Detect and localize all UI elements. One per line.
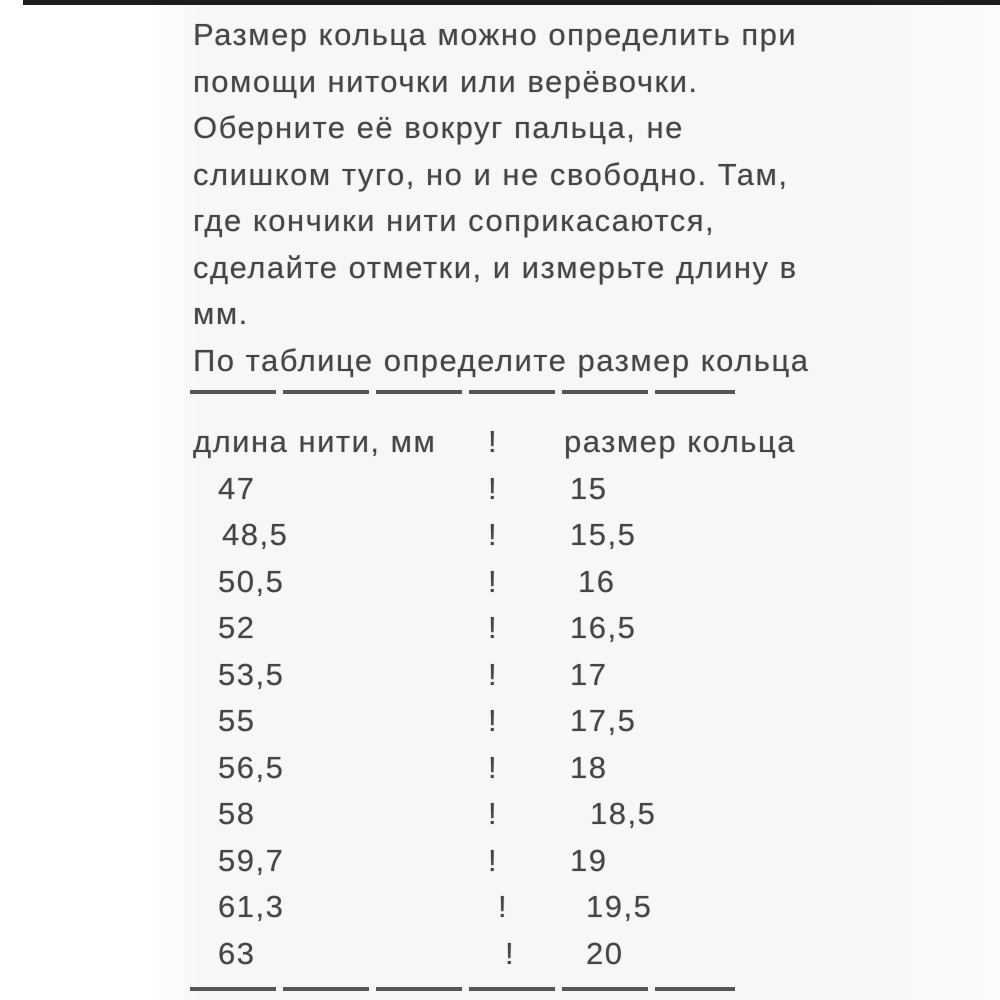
separator-cell: ! [488,703,499,738]
thread-length-cell: 63 [218,935,256,971]
dashed-divider-bottom [190,987,735,991]
separator-cell: ! [505,935,516,971]
ring-size-cell: 17,5 [570,703,637,738]
dashed-divider-top [190,390,735,394]
content-area [193,12,973,991]
table-row [193,698,973,745]
intro-line: помощи ниточки или верёвочки. [193,63,699,99]
separator-cell: ! [498,889,509,924]
separator-cell: ! [488,424,499,459]
ring-size-cell: 16,5 [570,610,637,645]
intro-line: слишком туго, но и не свободно. Там, [193,156,789,192]
thread-length-cell: 48,5 [222,517,289,552]
table-row [193,931,973,978]
table-row [193,652,973,699]
ring-size-cell: 18 [570,749,608,785]
separator-cell: ! [488,656,499,692]
ring-size-cell: 15 [570,470,608,506]
table-row [193,512,973,559]
ring-size-cell: 16 [578,563,616,599]
table-row [193,559,973,606]
intro-line: Размер кольца можно определить при [193,17,798,52]
thread-length-cell: 50,5 [218,563,285,599]
ring-size-header: размер кольца [564,424,796,459]
ring-size-cell: 20 [586,935,624,971]
separator-cell: ! [488,610,499,645]
intro-line: сделайте отметки, и измерьте длину в [193,249,798,285]
ring-size-table [193,419,973,977]
separator-cell: ! [488,517,499,552]
table-row [193,605,973,652]
thread-length-cell: 47 [218,470,256,506]
separator-cell: ! [488,470,499,506]
ring-size-cell: 19 [570,842,608,878]
separator-cell: ! [488,796,499,831]
ring-size-cell: 19,5 [586,889,653,924]
separator-cell: ! [488,749,499,785]
intro-line: где кончики нити соприкасаются, [193,203,716,238]
separator-cell: ! [488,563,499,599]
thread-length-cell: 56,5 [218,749,285,785]
thread-length-cell: 58 [218,796,256,831]
table-row [193,791,973,838]
table-row [193,466,973,513]
table-row [193,838,973,885]
top-border-line [23,0,1000,5]
thread-length-cell: 59,7 [218,842,285,878]
thread-length-cell: 52 [218,610,256,645]
table-header-row [193,419,973,466]
table-row [193,884,973,931]
intro-line: По таблице определите размер кольца [193,342,810,378]
thread-length-header: длина нити, мм [193,424,437,459]
ring-size-cell: 18,5 [590,796,657,831]
thread-length-cell: 55 [218,703,256,738]
intro-paragraph [193,12,973,384]
separator-cell: ! [488,842,499,878]
ring-size-cell: 17 [570,656,608,692]
intro-line: Оберните её вокруг пальца, не [193,110,684,145]
table-row [193,745,973,792]
thread-length-cell: 53,5 [218,656,285,692]
ring-size-cell: 15,5 [570,517,637,552]
intro-line: мм. [193,296,249,331]
thread-length-cell: 61,3 [218,889,285,924]
